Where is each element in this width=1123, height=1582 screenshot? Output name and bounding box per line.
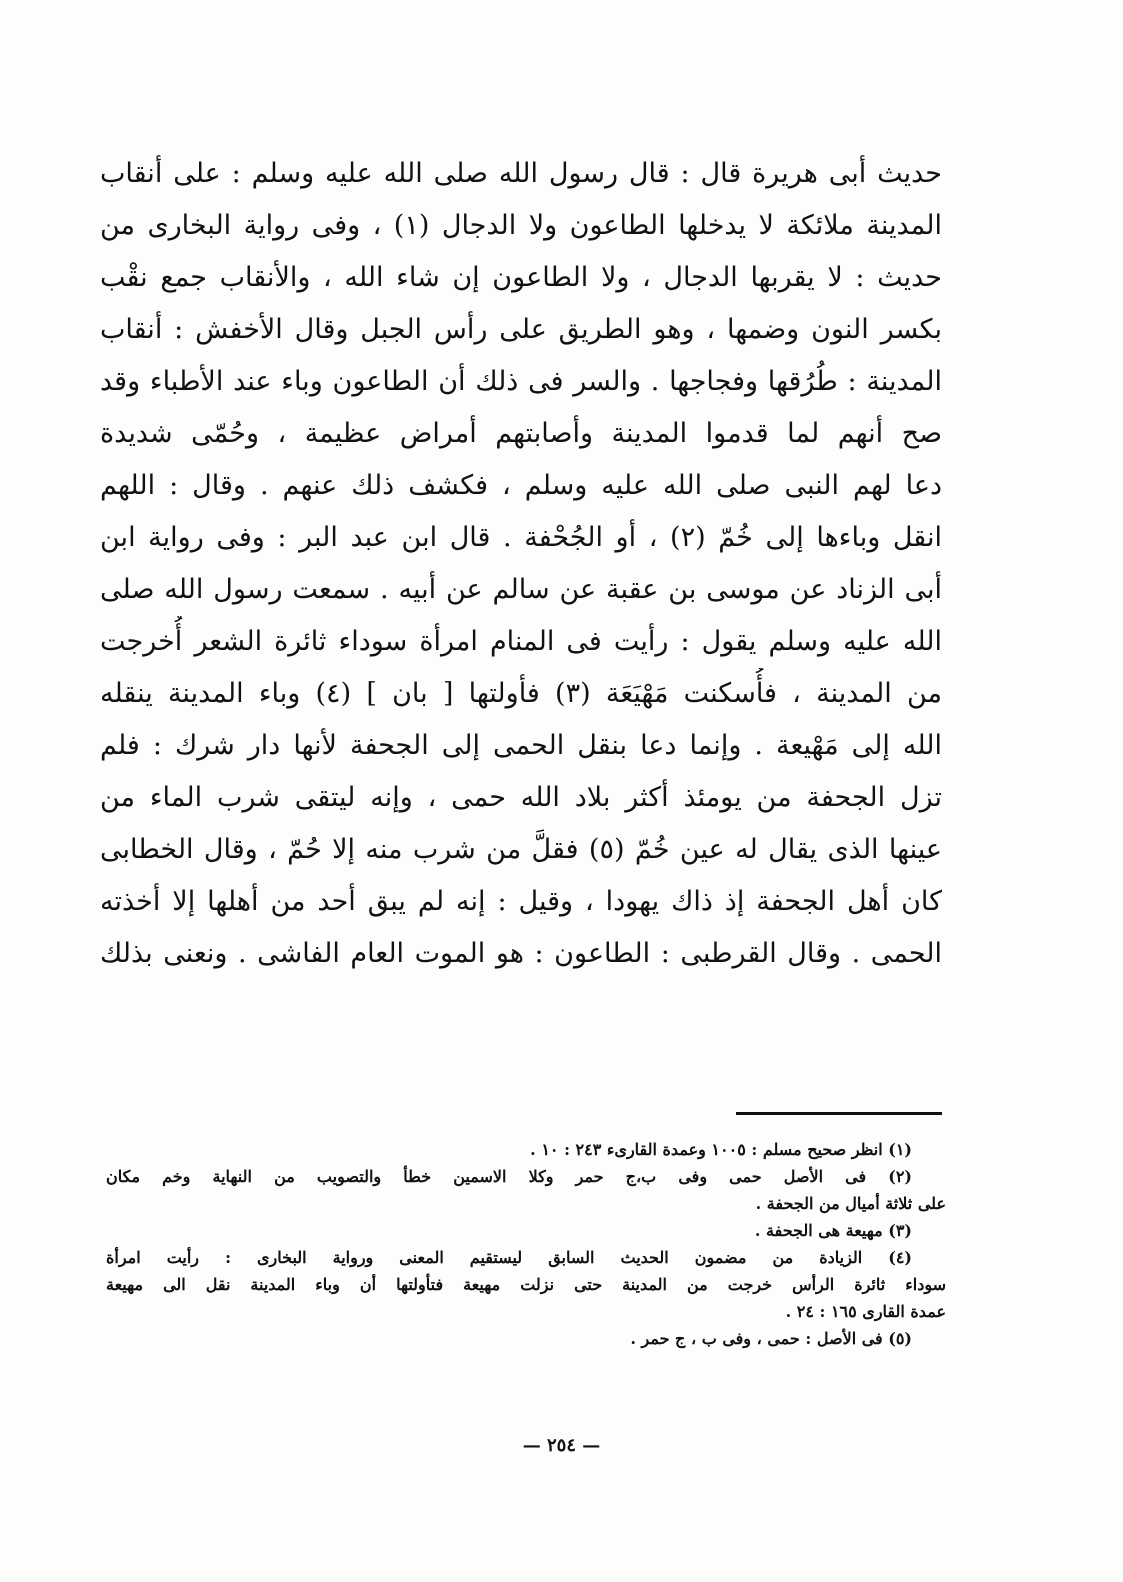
body-line: عينها الذى يقال له عين خُمّ (٥) فقلَّ من شرب منه إلا حُمّ ، وقال الخطابى	[100, 834, 942, 865]
footnotes	[106, 1136, 946, 1352]
body-line: أبى الزناد عن موسى بن عقبة عن سالم عن أبيه . سمعت رسول الله صلى	[100, 574, 942, 605]
body-line: من المدينة ، فأُسكنت مَهْيَعَة (٣) فأولتها [ بان ] (٤) وباء المدينة ينقله	[100, 678, 942, 709]
footnote-line: عمدة القارى ١٦٥ : ٢٤ .	[785, 1302, 946, 1321]
body-line: المدينة : طُرُقها وفجاجها . والسر فى ذلك أن الطاعون وباء عند الأطباء وقد	[100, 366, 942, 397]
body-line: الله إلى مَهْيعة . وإنما دعا بنقل الحمى إلى الجحفة لأنها دار شرك : فلم	[100, 730, 942, 761]
body-line: كان أهل الجحفة إذ ذاك يهودا ، وقيل : إنه لم يبق أحد من أهلها إلا أخذته	[100, 886, 942, 917]
footnote-line: (٥) فى الأصل : حمى ، وفى ب ، ج حمر .	[630, 1329, 912, 1348]
body-line: حديث : لا يقربها الدجال ، ولا الطاعون إن شاء الله ، والأنقاب جمع نقْب	[100, 262, 942, 293]
footnote-line: (٢) فى الأصل حمى وفى ب،ج حمر وكلا الاسمين خطأ والتصويب من النهاية وخم مكان	[106, 1167, 912, 1186]
footnote-line: (٣) مهيعة هى الجحفة .	[754, 1221, 912, 1240]
footnote-line: على ثلاثة أميال من الجحفة .	[755, 1194, 946, 1213]
footnote-line: (٤) الزيادة من مضمون الحديث السابق ليستقيم المعنى ورواية البخارى : رأيت امرأة	[106, 1248, 912, 1267]
body-line: صح أنهم لما قدموا المدينة وأصابتهم أمراض عظيمة ، وحُمّى شديدة	[100, 418, 942, 449]
footnote-line: سوداء ثائرة الرأس خرجت من المدينة حتى نزلت مهيعة فتأولتها أن وباء المدينة نقل الى مهيعة	[106, 1275, 946, 1294]
body-line: انقل وباءها إلى خُمّ (٢) ، أو الجُحْفة . قال ابن عبد البر : وفى رواية ابن	[100, 522, 942, 553]
body-line: حديث أبى هريرة قال : قال رسول الله صلى الله عليه وسلم : على أنقاب	[100, 158, 942, 189]
page-number: — ٢٥٤ —	[522, 1435, 601, 1456]
body-text	[100, 148, 942, 980]
body-line: الحمى . وقال القرطبى : الطاعون : هو الموت العام الفاشى . ونعنى بذلك	[100, 938, 942, 969]
footnote-separator-rule	[736, 1112, 942, 1115]
body-line: تزل الجحفة من يومئذ أكثر بلاد الله حمى ، وإنه ليتقى شرب الماء من	[100, 782, 942, 813]
body-line: دعا لهم النبى صلى الله عليه وسلم ، فكشف ذلك عنهم . وقال : اللهم	[100, 470, 942, 501]
body-line: الله عليه وسلم يقول : رأيت فى المنام امرأة سوداء ثائرة الشعر أُخرجت	[100, 626, 942, 657]
body-line: بكسر النون وضمها ، وهو الطريق على رأس الجبل وقال الأخفش : أنقاب	[100, 314, 942, 345]
body-line: المدينة ملائكة لا يدخلها الطاعون ولا الدجال (١) ، وفى رواية البخارى من	[100, 210, 942, 241]
footnote-line: (١) انظر صحيح مسلم : ١٠٠٥ وعمدة القارىء ٢٤٣ : ١٠ .	[530, 1140, 912, 1159]
